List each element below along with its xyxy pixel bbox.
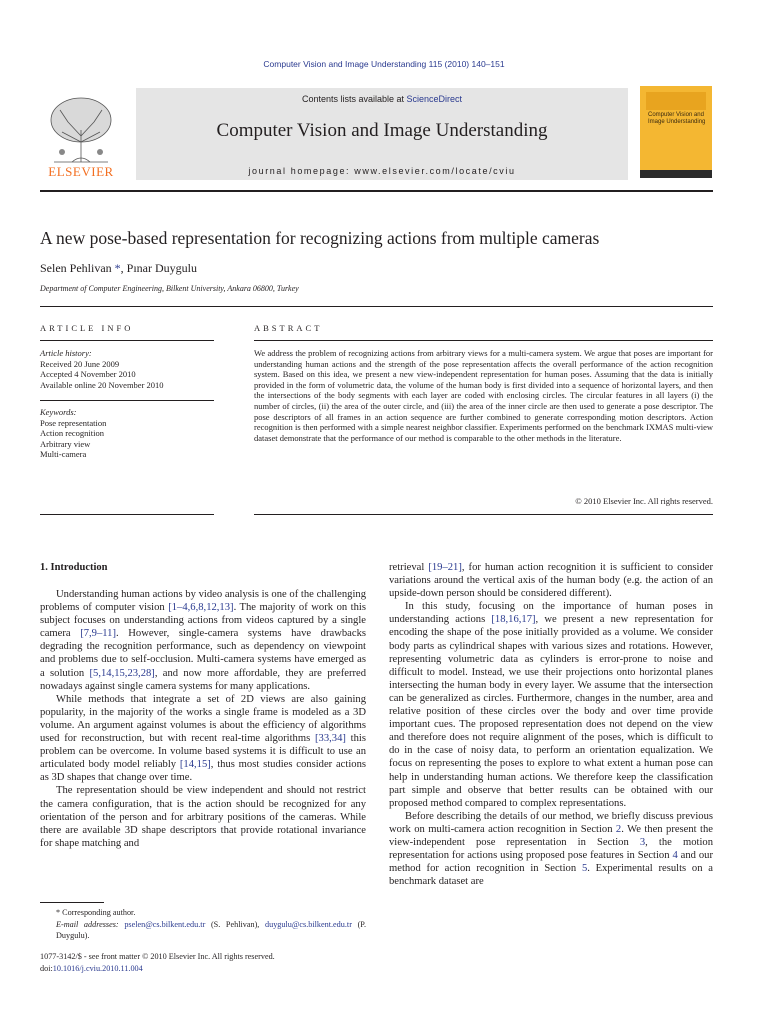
footnote-rule: [40, 902, 104, 903]
online-date: Available online 20 November 2010: [40, 379, 164, 390]
header-rule: [40, 190, 713, 192]
accepted-date: Accepted 4 November 2010: [40, 369, 136, 380]
text: . However, single-camera systems have drawbacks degrading the recognition performance, such as dependency on viewpoint and problems due to self-occlusion. Multi-camera systems have emerged as a solution: [40, 628, 366, 679]
title-rule: [40, 306, 713, 307]
received-date: Received 20 June 2009: [40, 358, 120, 369]
left-column: [40, 588, 366, 850]
email-addresses: [40, 919, 366, 942]
citation-link[interactable]: [1–4,6,8,12,13]: [168, 602, 234, 614]
text: this problem can be overcome. In volume based systems it is difficult to use an articulated body model reliably: [40, 733, 366, 771]
citation-link[interactable]: [7,9–11]: [80, 628, 116, 640]
keyword-item: Action recognition: [40, 428, 104, 439]
doi-line: [40, 963, 275, 975]
email-label: E-mail addresses:: [56, 919, 125, 929]
text: . We then present the view-independent pose representation in Section: [389, 823, 713, 848]
text: . The majority of work on this subject focuses on understanding actions from videos captured by a single camera: [40, 602, 366, 640]
right-column: [389, 561, 713, 888]
journal-reference[interactable]: Computer Vision and Image Understanding 115 (2010) 140–151: [263, 59, 505, 69]
text: , we present a new representation for encoding the shape of the pose initially provided as a volume. We consider body parts as cylindrical shapes with various sizes and rotations. However, representing volumetric data as cylinders is error-prone to noise and difficult to model. Instead, we use their projections onto horizontal planes intersecting the human body in every layer. We assume that the intersection can be generalized as circles. Furthermore, changes in the number, area and relative position of these circles over the body and over time provide important cues. The proposed representation does not depend on the view and therefore does not require alignment of the poses, which is difficult to do in the case of noisy data, to perform an orientation equalization. We focus on representing the poses to explore to what extent a human pose can help in understanding human actions. We therefore keep the classification part simple and observe that better results can be obtained with our proposed method compared to complex representations.: [389, 614, 713, 809]
history-label: Article history:: [40, 348, 92, 358]
front-matter-info: [40, 951, 275, 974]
abstract-rule: [254, 340, 713, 341]
contents-prefix: Contents lists available at: [301, 94, 407, 104]
email-owner: (S. Pehlivan),: [205, 919, 266, 929]
citation-link[interactable]: [5,14,15,23,28]: [89, 667, 155, 679]
paragraph: [40, 693, 366, 785]
article-info-heading: ARTICLE INFO: [40, 323, 134, 333]
affiliation: Department of Computer Engineering, Bilkent University, Ankara 06800, Turkey: [40, 284, 299, 293]
section-link[interactable]: 4: [672, 850, 678, 862]
text: , and now more affordable, they are preferred nowadays against single camera systems for many applications.: [40, 667, 366, 692]
paragraph: [389, 600, 713, 810]
cover-band: [646, 92, 706, 110]
paragraph: [389, 561, 713, 600]
journal-homepage[interactable]: journal homepage: www.elsevier.com/locate/cviu: [248, 166, 516, 176]
citation-link[interactable]: [14,15]: [179, 759, 211, 771]
article-title: A new pose-based representation for recognizing actions from multiple cameras: [40, 228, 600, 248]
footnotes: [40, 907, 366, 942]
text: Before describing the details of our method, we briefly discuss previous work on multi-camera action recognition in Section: [389, 810, 713, 835]
email-link[interactable]: pselen@cs.bilkent.edu.tr: [124, 919, 206, 929]
paragraph: [389, 810, 713, 889]
article-info-divider: [40, 400, 214, 401]
paragraph: [40, 588, 366, 693]
journal-cover-image: [640, 86, 712, 178]
citation-link[interactable]: [18,16,17]: [491, 614, 536, 626]
elsevier-logo-text: ELSEVIER: [48, 164, 114, 179]
cover-title: Computer Vision and Image Understanding: [648, 112, 706, 125]
text: and our method for action recognition in Section: [389, 850, 713, 875]
keywords-label: Keywords:: [40, 407, 77, 417]
keyword-item: Multi-camera: [40, 449, 87, 460]
abstract-heading: ABSTRACT: [254, 323, 323, 333]
paragraph: The representation should be view independent and should not restrict the camera configuration, that is the action should be recognized for any orientation of the person and for arbitrary positions of the cameras. While there are available 3D shape descriptors that provide rotational invariance for shape matching and: [40, 785, 366, 849]
section-link[interactable]: 5: [581, 863, 588, 875]
text: , the motion representation for actions using proposed pose features in Section: [389, 836, 713, 862]
citation-link[interactable]: [19–21]: [428, 562, 462, 573]
contents-line: [136, 94, 628, 104]
text: retrieval: [389, 562, 429, 573]
corresponding-author-note: * Corresponding author.: [56, 908, 136, 917]
sciencedirect-link[interactable]: ScienceDirect: [406, 94, 463, 104]
text: Understanding human actions by video analysis is one of the challenging problems of computer vision: [40, 589, 366, 614]
text: While methods that integrate a set of 2D views are also gaining popularity, in the majority of the works a single frame is modeled as a 3D volume. An argument against volumes is about the efficiency of algorithms used for reconstruction, but with recent real-time algorithms: [40, 693, 366, 745]
section-link[interactable]: 3: [639, 836, 646, 848]
author-1[interactable]: Selen Pehlivan: [40, 261, 112, 275]
elsevier-tree-logo: [48, 92, 114, 164]
article-info-bottom-rule: [40, 514, 214, 515]
section-heading-introduction: 1. Introduction: [40, 562, 108, 573]
text: , thus most studies consider actions as 3D shapes that change over time.: [40, 759, 366, 784]
copyright-notice: © 2010 Elsevier Inc. All rights reserved.: [575, 496, 713, 506]
corresponding-author-mark[interactable]: *: [111, 261, 121, 275]
keyword-item: Arbitrary view: [40, 438, 91, 449]
article-history: [40, 348, 220, 390]
text: In this study, focusing on the importance of human poses in understanding actions: [389, 601, 713, 626]
cover-footer-bar: [640, 170, 712, 178]
article-info-rule: [40, 340, 214, 341]
abstract-text: We address the problem of recognizing actions from arbitrary views for a multi-camera system. We argue that poses are important for understanding human actions and the strength of the pose representation affects the overall performance of the action recognition system. Based on this idea, we present a new view-independent representation for human poses. Assuming that the data is initially provided in the form of volumetric data, the volume of the human body is first divided into a sequence of horizontal layers, and then the intersections of the body segments with each layer are coded with enclosing circles. The circular features in all layers (i) the number of circles, (ii) the area of the outer circle, and (iii) the area of the inner circle are then used to generate a pose descriptor. The pose descriptors of all frames in an action sequence are further combined to generate corresponding motion descriptors. Action recognition is then performed with a simple nearest neighbor classifier. Experiments performed on the benchmark IXMAS multi-view dataset demonstrate that the performance of our method is comparable to the other methods in the literature.: [254, 348, 713, 443]
text: . Experimental results on a benchmark dataset are: [389, 863, 714, 888]
citation-link[interactable]: [33,34]: [315, 733, 346, 745]
issn-line: 1077-3142/$ - see front matter © 2010 Elsevier Inc. All rights reserved.: [40, 952, 275, 961]
email-link[interactable]: duygulu@cs.bilkent.edu.tr: [265, 919, 352, 929]
abstract-bottom-rule: [254, 514, 713, 515]
author-2[interactable]: Pınar Duygulu: [126, 261, 197, 275]
keywords: [40, 407, 220, 460]
journal-title: Computer Vision and Image Understanding: [216, 120, 548, 141]
author-separator: ,: [120, 261, 127, 275]
keyword-item: Pose representation: [40, 417, 107, 428]
email-owner: (P. Duygulu).: [56, 919, 366, 940]
doi-label: doi:: [40, 963, 53, 973]
doi-link[interactable]: 10.1016/j.cviu.2010.11.004: [52, 963, 143, 973]
text: , for human action recognition it is sufficient to consider variations around the vertical axis of the human body (e.g. the action of an upside-down person should be considered different).: [389, 562, 714, 600]
author-list: [40, 261, 197, 276]
section-link[interactable]: 2: [615, 823, 622, 835]
